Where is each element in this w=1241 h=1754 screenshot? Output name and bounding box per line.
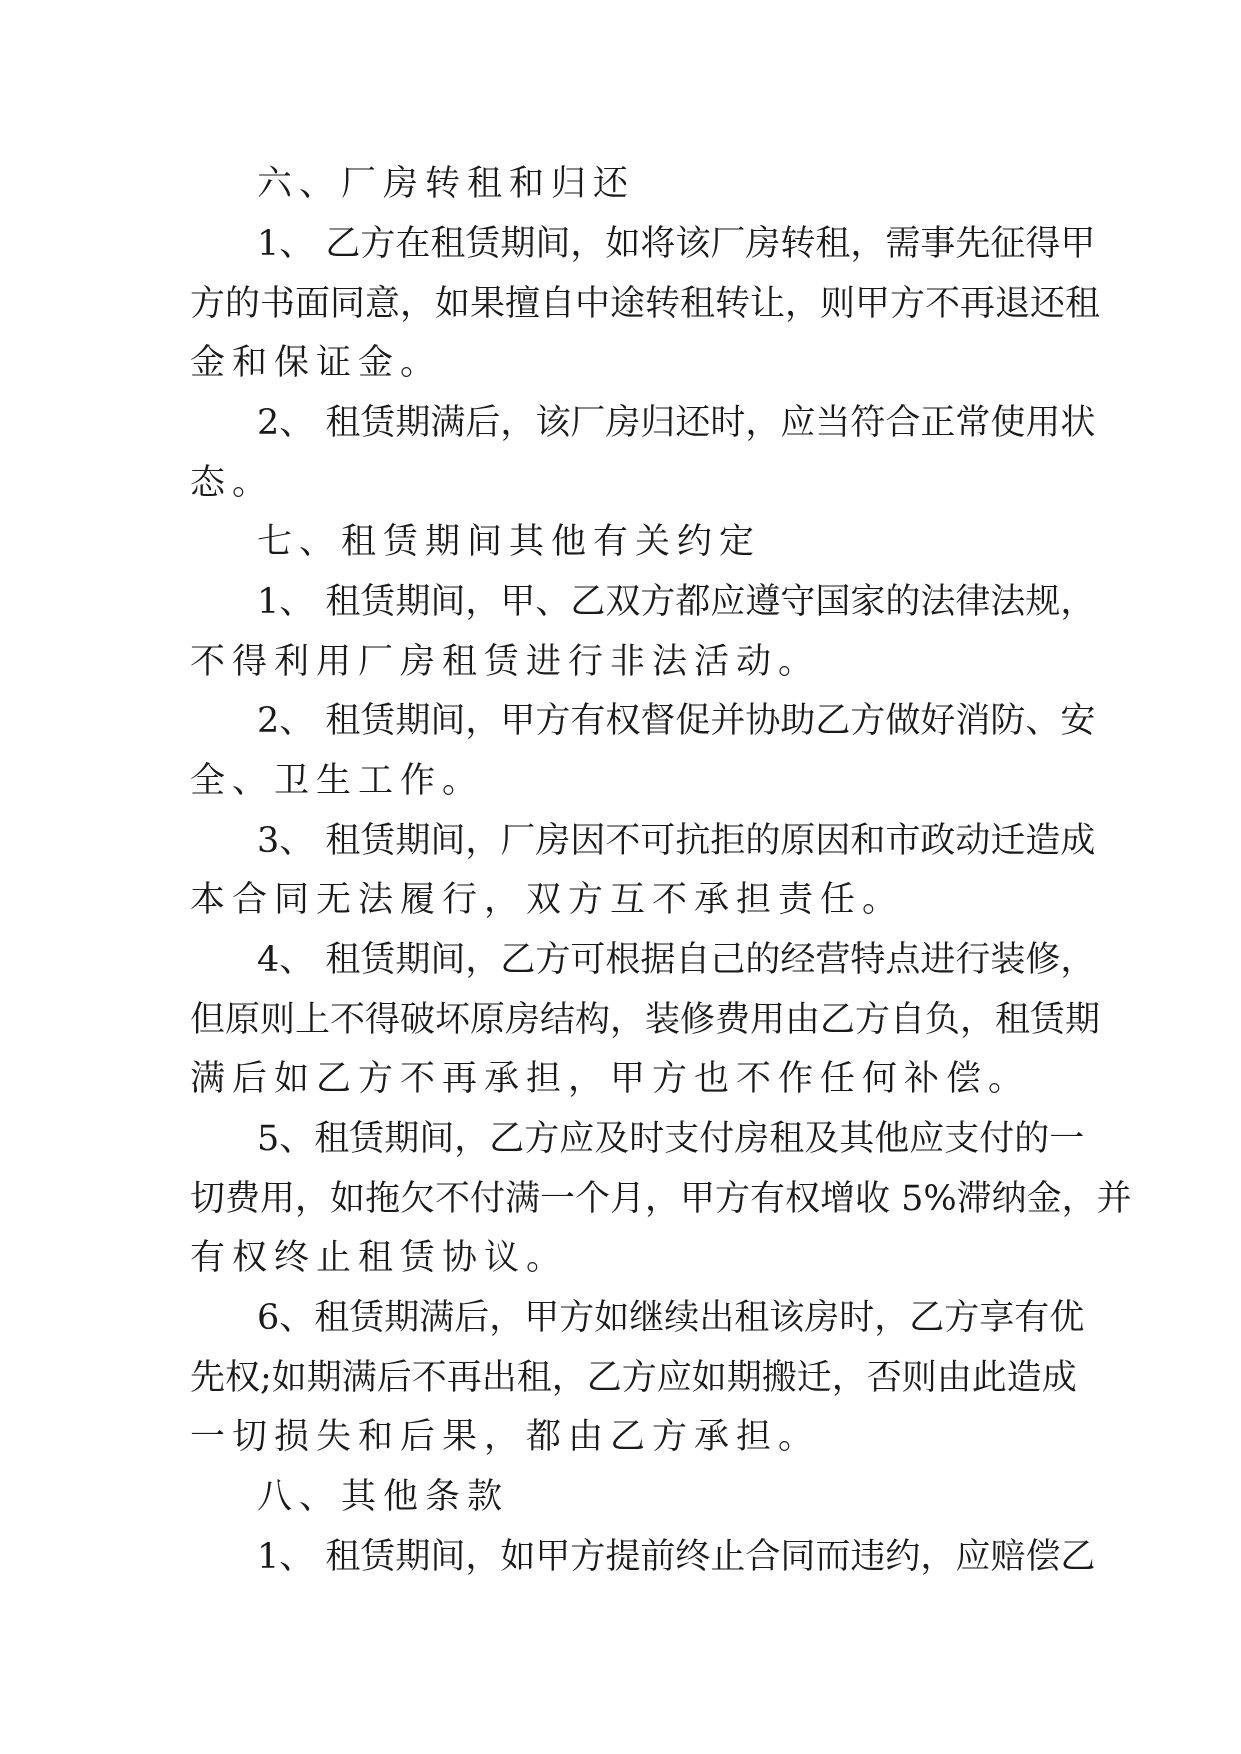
text-line: 1、 租赁期间，如甲方提前终止合同而违约，应赔偿乙 bbox=[257, 1537, 1096, 1577]
text-line: 不得利用厂房租赁进行非法活动。 bbox=[190, 642, 821, 682]
text-line: 1、 租赁期间，甲、乙双方都应遵守国家的法律法规， bbox=[257, 582, 1096, 622]
text-line: 先权;如期满后不再出租，乙方应如期搬迁，否则由此造成 bbox=[190, 1358, 1077, 1398]
text-line: 全、卫生工作。 bbox=[190, 761, 485, 801]
text-line: 4、 租赁期间，乙方可根据自己的经营特点进行装修， bbox=[257, 940, 1096, 980]
text-line: 1、 乙方在租赁期间，如将该厂房转租，需事先征得甲 bbox=[257, 224, 1096, 264]
text-line: 5、租赁期间，乙方应及时支付房租及其他应支付的一 bbox=[257, 1119, 1085, 1159]
section-heading-8: 八、其他条款 bbox=[257, 1477, 510, 1517]
text-line: 金和保证金。 bbox=[190, 343, 443, 383]
section-heading-7: 七、租赁期间其他有关约定 bbox=[257, 522, 762, 562]
text-line: 但原则上不得破坏原房结构，装修费用由乙方自负，租赁期 bbox=[190, 1000, 1101, 1040]
text-line: 一切损失和后果，都由乙方承担。 bbox=[190, 1417, 821, 1457]
text-line: 2、 租赁期满后，该厂房归还时，应当符合正常使用状 bbox=[257, 403, 1096, 443]
text-line: 6、租赁期满后，甲方如继续出租该房时，乙方享有优 bbox=[257, 1298, 1085, 1338]
text-line: 本合同无法履行，双方互不承担责任。 bbox=[190, 880, 905, 920]
section-heading-6: 六、厂房转租和归还 bbox=[257, 164, 636, 204]
text-line: 2、 租赁期间，甲方有权督促并协助乙方做好消防、安 bbox=[257, 701, 1096, 741]
text-line: 3、 租赁期间，厂房因不可抗拒的原因和市政动迁造成 bbox=[257, 821, 1096, 861]
text-line: 切费用，如拖欠不付满一个月，甲方有权增收 5%滞纳金，并 bbox=[190, 1179, 1132, 1219]
text-line: 有权终止租赁协议。 bbox=[190, 1238, 569, 1278]
text-line: 态。 bbox=[190, 463, 275, 503]
text-line: 方的书面同意，如果擅自中途转租转让，则甲方不再退还租 bbox=[190, 284, 1101, 324]
text-line: 满后如乙方不再承担，甲方也不作任何补偿。 bbox=[190, 1059, 1031, 1099]
